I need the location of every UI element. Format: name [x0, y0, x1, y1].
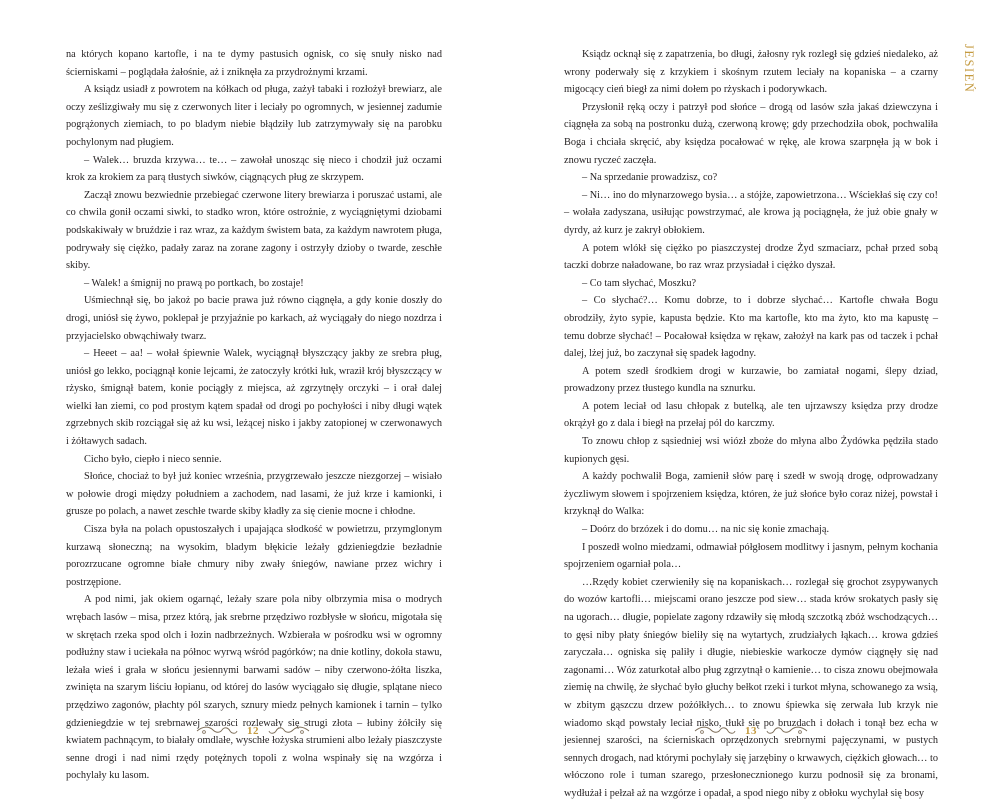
- paragraph: A potem wlókł się ciężko po piaszczystej drodze Żyd szmaciarz, pchał przed sobą taczki dobrze naładowane, bo raz wraz przysiadał i ciężko dyszał.: [564, 242, 938, 272]
- paragraph: I poszedł wolno miedzami, odmawiał półgłosem modlitwy i jasnym, pełnym kochania spojrzeniem ogarniał pola…: [564, 541, 938, 571]
- paragraph: Cisza była na polach opustoszałych i upajająca słodkość w powietrzu, przymglonym kurzawą słoneczną; na wysokim, bladym błękicie leżały gdzieniegdzie bezładnie porozrzucane ogromne białe chmury niby zwały śniegów, nawiane przez wichry i postrzępione.: [66, 524, 442, 588]
- paragraph: – Ni… ino do młynarzowego bysia… a stójże, zapowietrzona… Wściekłaś się czy co! – wołała zadyszana, usiłując powstrzymać, ale krowa ją pociągnęła, że już obie gnały w dyrdy, aż kurz je zakrył obłokiem.: [564, 189, 938, 236]
- paragraph: A potem leciał od lasu chłopak z butelką, ale ten ujrzawszy księdza przy drodze okrążył go z dala i biegł na przełaj pól do karczmy.: [564, 400, 938, 430]
- paragraph: – Walek! a śmignij no prawą po portkach, bo zostaje!: [84, 277, 304, 289]
- paragraph: – Heeet – aa! – wołał śpiewnie Walek, wyciągnął błyszczący jakby ze srebra pług, uniósł go lekko, pociągnął konie lejcami, że zatoczyły krótki łuk, wraził krój błyszczący w rżysko, śmignął batem, konie pociągły z miejsca, aż zgrzytnęły orczyki – i orał dalej wielki łan ziemi, co pod prostym kątem spadał od drogi po pochyłości i niby długi wątek zgrzebnych skib rozciągał się aż ku wsi, leżącej nisko i jakby zatopionej w czerwonawych i żółtawych sadach.: [66, 348, 442, 448]
- paragraph: – Na sprzedanie prowadzisz, co?: [582, 172, 718, 184]
- paragraph: na których kopano kartofle, i na te dymy pastusich ognisk, co się snuły nisko nad ścierniskami – poglądała żałośnie, aż i zniknęła za przydrożnymi krzami.: [66, 49, 442, 78]
- paragraph: A każdy pochwalił Boga, zamienił słów parę i szedł w swoją drogę, odprowadzany życzliwym słowem i spojrzeniem księdza, któren, że już słońce było coraz niżej, powstał i krzyknął do Walka:: [564, 471, 938, 518]
- page-number: 13: [745, 725, 757, 737]
- paragraph: Uśmiechnął się, bo jakoż po bacie prawa już równo ciągnęła, a gdy konie doszły do drogi, uniósł się żywo, poklepał je przyjaźnie po karkach, aż wyciągały do niego nozdrza i przyjacielsko obwąchiwały twarz.: [66, 295, 442, 342]
- flourish-left-icon: [195, 725, 239, 737]
- left-page: [0, 0, 498, 782]
- paragraph: Zaczął znowu bezwiednie przebiegać czerwone litery brewiarza i poruszać ustami, ale co chwila gonił oczami siwki, to stadko wron, które ostrożnie, z wyciągniętymi dziobami podskakiwały w bruździe i raz wraz, za każdym świstem bata, za każdym nawrotem pługa, podrywały się ciężko, padały zaraz na zorane zagony i ostrzyły dzioby o twarde, zeschłe skiby.: [66, 189, 442, 272]
- right-page-body: [564, 46, 938, 803]
- paragraph: Słońce, chociaż to był już koniec września, przygrzewało jeszcze niezgorzej – wisiało w połowie drogi między południem a zachodem, nad lasami, że już krze i kamionki, i grusze po polach, a nawet zeschłe twarde skiby kładły za się cienie mocne i chłodne.: [66, 471, 442, 518]
- flourish-left-icon: [693, 725, 737, 737]
- paragraph: A pod nimi, jak okiem ogarnąć, leżały szare pola niby olbrzymia misa o modrych wrębach lasów – misa, przez którą, jak srebrne przędziwo rozbłysłe w słońcu, migotała się w skrętach rzeka spod olch i łozin nadbrzeżnych. Wzbierała w pośrodku wsi w ogromny podłużny staw i uciekała na północ wyrwą wśród pagórków; na dnie kotliny, dokoła stawu, leżała wieś i grała w słońcu jesiennymi barwami sadów – niby czerwono-żółta liszka, zwinięta na szarym liściu łopianu, od której do lasów wyciągało się długie, splątane nieco przędziwo zagonów, płachty pól szarych, sznury miedz pełnych kamionek i tarnin – tylko gdzieniegdzie w tej srebrnawej szarości rozlewały się strugi złota – łubiny żółciły się kwiatem pachnącym, to białały omdlałe, wyschłe łożyska strumieni albo leżały piaszczyste senne drogi i nad nimi rzędy potężnych topoli z wolna wspinały się na wzgórza i pochylały ku lasom.: [66, 594, 442, 782]
- page-number: 12: [247, 725, 259, 737]
- paragraph: Ksiądz ocknął się z zapatrzenia, bo długi, żałosny ryk rozległ się gdzieś niedaleko, aż wrony poderwały się z krzykiem i skośnym rzutem leciały na kopaniska – a czarny migocący cień biegł za nimi dołem po rżyskach i podorywkach.: [564, 49, 938, 96]
- paragraph: – Doórz do brzózek i do domu… na nic się konie zmachają.: [582, 524, 830, 536]
- left-page-body: [66, 46, 442, 785]
- flourish-right-icon: [267, 725, 311, 737]
- paragraph: A potem szedł środkiem drogi w kurzawie, bo zamiatał nogami, ślepy dziad, prowadzony przez tłustego kundla na sznurku.: [564, 365, 938, 395]
- paragraph: Przysłonił ręką oczy i patrzył pod słońce – drogą od lasów szła jakaś dziewczyna i ciągnęła za sobą na postronku dużą, czerwoną krowę; gdy przechodziła obok, pochwaliła Boga i chciała skręcić, aby księdza pocałować w rękę, ale krowa szarpnęła ją w bok i znowu ryczeć zaczęła.: [564, 101, 938, 166]
- left-page-folio: [178, 722, 328, 740]
- paragraph: A ksiądz usiadł z powrotem na kółkach od pługa, zażył tabaki i rozłożył brewiarz, ale oczy ześlizgiwały mu się z czerwonych liter i leciały po ogromnych, w jesiennej zadumie pogrążonych ziemiach, to po bladym niebie błądziły lub zatrzymywały się na parobku pochylonym nad pługiem.: [66, 84, 442, 148]
- right-page: [498, 0, 996, 799]
- paragraph: …Rzędy kobiet czerwieniły się na kopaniskach… rozlegał się grochot zsypywanych do wozów kartofli… miejscami orano jeszcze pod siew… stada krów srokatych pasły się na ugorach… długie, popielate zagony rdzawiły się młodą szczotką zbóż wschodzących… to gęsi niby płaty śniegów bieliły się na wytartych, zrudziałych łąkach… krowa gdzieś zaryczała… ogniska się paliły i długie, niebieskie warkocze dymów ciągnęły się nad zagonami… Wóz zaturkotał albo pług zgrzytnął o kamienie… to cisza znowu obejmowała ziemię na chwilę, że słychać było głuchy bełkot rzeki i turkot młyna, schowanego za wsią, w zbitym gąszczu drzew pożółkłych… to znowu śpiewka się zerwała lub krzyk nie wiadomo skąd powstały leciał nisko, tłukł się po bruzdach i dołach i tonął bez echa w jesiennej szarości, na ścierniskach oprzędzonych srebrnymi pajęczynami, w pustych sennych drogach, nad którymi pochylały się jarzębiny o krwawych, ciężkich głowach… to włóczono role i tuman szarego, przesłonecznionego kurzu podnosił się za bronami, wydłużał i pełzał aż na wzgórze i opadał, a spod niego niby z obłoku wychylał się bosy: [564, 576, 938, 799]
- flourish-right-icon: [765, 725, 809, 737]
- paragraph: – Co tam słychać, Moszku?: [582, 277, 697, 289]
- paragraph: Cicho było, ciepło i nieco sennie.: [84, 453, 222, 465]
- right-page-folio: [676, 722, 826, 740]
- paragraph: To znowu chłop z sąsiedniej wsi wiózł zboże do młyna albo Żydówka pędziła stado kupionych gęsi.: [564, 436, 938, 465]
- paragraph: – Co słychać?… Komu dobrze, to i dobrze słychać… Kartofle chwała Bogu obrodziły, żyto sypie, kapusta będzie. Kto ma kartofle, kto ma żyto, kto ma kapustę – temu dobrze słychać! – Pocałował księdza w rękaw, założył na kark pas od taczek i pchał dalej, lżej już, bo zaczynał się spadek łagodny.: [564, 295, 938, 360]
- running-head: JESIEŃ: [962, 44, 976, 94]
- paragraph: – Walek… bruzda krzywa… te… – zawołał unosząc się nieco i chodził już oczami krok za krokiem za parą tłustych siwków, ciągnących pług ze skrzypem.: [66, 154, 442, 184]
